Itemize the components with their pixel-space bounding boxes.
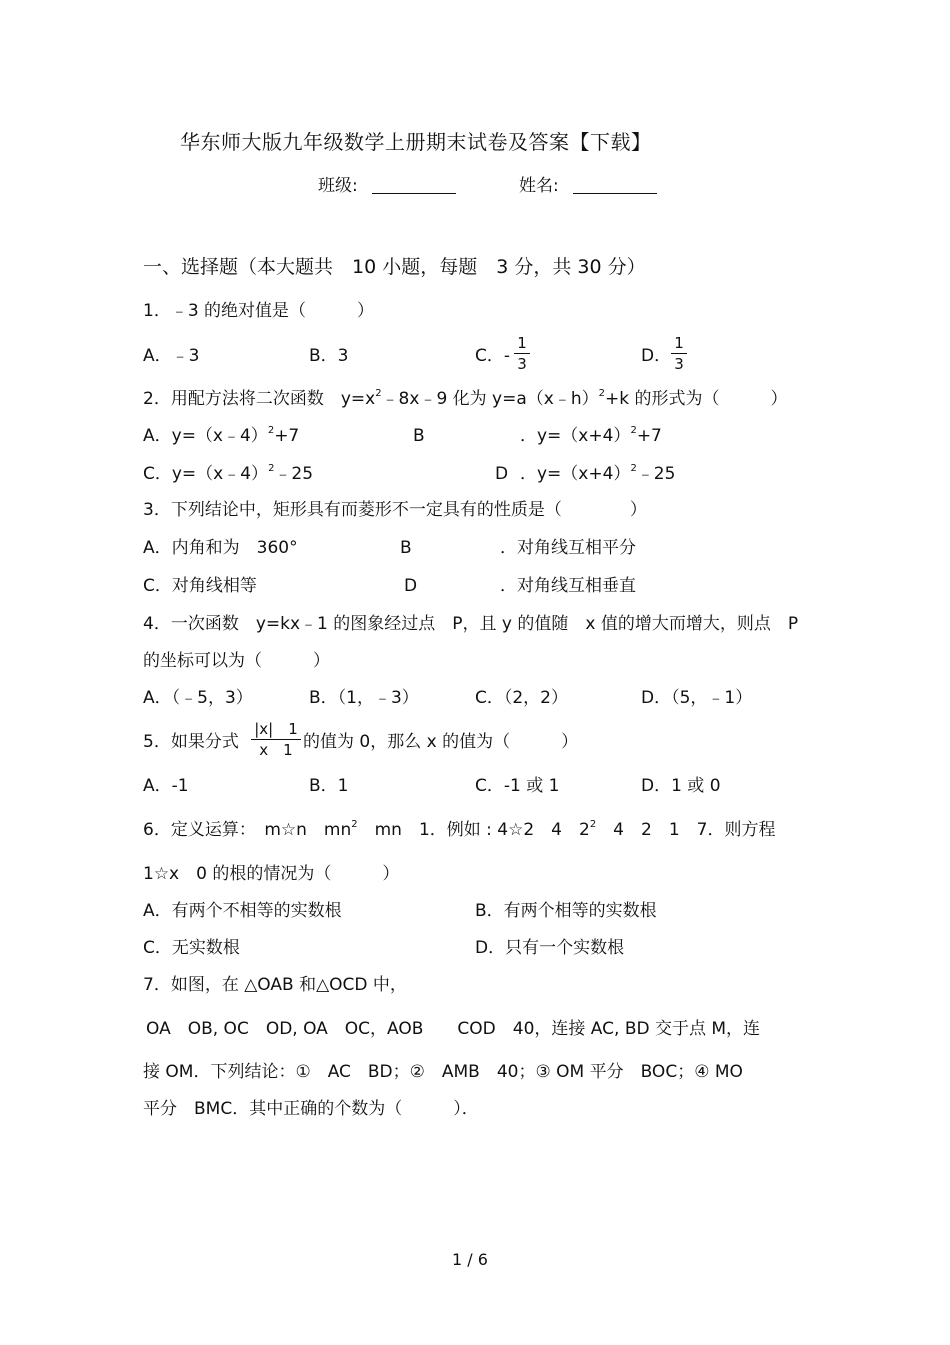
q5-option-b: B．1 bbox=[309, 776, 349, 796]
superscript: 2 bbox=[630, 463, 637, 474]
q4-option-c: C．（2，2） bbox=[475, 688, 569, 708]
q3-option-b-letter: B bbox=[400, 538, 412, 558]
question-4-stem-line1: 4．一次函数 y=kx﹣1 的图象经过点 P，且 y 的值随 x 值的增大而增大，则点 P bbox=[143, 614, 799, 634]
stem-text: 4 2 1 7．则方程 bbox=[596, 820, 776, 840]
question-7-stem-line1: 7．如图，在 △OAB 和△OCD 中， bbox=[143, 975, 407, 995]
question-6-stem-line2: 1☆x 0 的根的情况为（ ） bbox=[143, 864, 400, 884]
class-blank bbox=[372, 177, 456, 194]
q1-option-d-prefix: D． bbox=[641, 346, 672, 366]
page-number: 1 / 6 bbox=[452, 1250, 488, 1269]
fraction-numerator: 1 bbox=[517, 334, 527, 352]
q2-option-a bbox=[143, 426, 299, 446]
q6-option-b: B．有两个相等的实数根 bbox=[475, 901, 657, 921]
question-1-stem: 1．﹣3 的绝对值是（ ） bbox=[143, 301, 375, 321]
name-label: 姓名: bbox=[519, 176, 559, 196]
question-2-stem bbox=[143, 389, 788, 409]
stem-text: ﹣8x﹣9 化为 y=a（x﹣h） bbox=[381, 389, 599, 409]
q2-option-b-letter: B bbox=[413, 426, 425, 446]
option-text: +7 bbox=[636, 426, 662, 446]
class-label: 班级: bbox=[318, 176, 358, 196]
fraction-numerator: |x| 1 bbox=[254, 720, 298, 738]
q2-option-d-letter: D bbox=[495, 464, 509, 484]
q5-fraction bbox=[251, 720, 301, 759]
q4-option-d: D．（5，﹣1） bbox=[641, 688, 753, 708]
question-5-stem-b: 的值为 0，那么 x 的值为（ ） bbox=[303, 732, 579, 752]
q5-option-d: D．1 或 0 bbox=[641, 776, 721, 796]
question-5-stem-a: 5．如果分式 bbox=[143, 732, 239, 752]
name-field bbox=[519, 176, 657, 196]
q1-option-a: A．﹣3 bbox=[143, 346, 200, 366]
stem-text: 6．定义运算： m☆n mn bbox=[143, 820, 352, 840]
q2-option-c bbox=[143, 464, 313, 484]
q3-option-b: ．对角线互相平分 bbox=[500, 538, 636, 558]
q3-option-d-letter: D bbox=[404, 576, 418, 596]
name-blank bbox=[573, 177, 657, 194]
option-text: ．y=（x+4） bbox=[520, 464, 631, 484]
q4-option-a: A．（﹣5，3） bbox=[143, 688, 253, 708]
q2-option-b bbox=[520, 426, 662, 446]
q3-option-c: C．对角线相等 bbox=[143, 576, 257, 596]
fraction-numerator: 1 bbox=[674, 334, 684, 352]
q3-option-d: ．对角线互相垂直 bbox=[500, 576, 636, 596]
class-field bbox=[318, 176, 456, 196]
option-text: ﹣25 bbox=[274, 464, 314, 484]
superscript: 2 bbox=[630, 425, 637, 436]
question-6-stem-line1 bbox=[143, 820, 775, 840]
option-text: ﹣25 bbox=[636, 464, 676, 484]
option-text: A．y=（x﹣4） bbox=[143, 426, 268, 446]
option-text: ．y=（x+4） bbox=[520, 426, 631, 446]
q3-option-a: A．内角和为 360° bbox=[143, 538, 298, 558]
q6-option-d: D．只有一个实数根 bbox=[475, 938, 625, 958]
question-7-stem-line4: 平分 BMC．其中正确的个数为（ ）． bbox=[143, 1099, 479, 1119]
question-3-stem: 3．下列结论中，矩形具有而菱形不一定具有的性质是（ ） bbox=[143, 500, 647, 520]
q1-option-d-fraction bbox=[671, 334, 687, 373]
fraction-denominator: 3 bbox=[674, 355, 684, 373]
option-text: C．y=（x﹣4） bbox=[143, 464, 269, 484]
q4-option-b: B．（1，﹣3） bbox=[309, 688, 419, 708]
superscript: 2 bbox=[598, 388, 605, 399]
superscript: 2 bbox=[589, 819, 597, 830]
superscript: 2 bbox=[351, 819, 358, 830]
q5-option-c: C．-1 或 1 bbox=[475, 776, 560, 796]
q2-option-d bbox=[520, 464, 675, 484]
superscript: 2 bbox=[375, 388, 382, 399]
q1-option-c-prefix: C．- bbox=[475, 346, 511, 366]
fraction-denominator: x 1 bbox=[259, 741, 293, 759]
stem-text: mn 1．例如 : 4☆2 4 2 bbox=[357, 820, 590, 840]
q5-option-a: A．-1 bbox=[143, 776, 189, 796]
stem-text: +k 的形式为（ ） bbox=[605, 389, 788, 409]
fraction-denominator: 3 bbox=[517, 355, 527, 373]
superscript: 2 bbox=[267, 425, 275, 436]
page-title: 华东师大版九年级数学上册期末试卷及答案【下载】 bbox=[180, 130, 652, 154]
option-text: +7 bbox=[274, 426, 300, 446]
question-7-stem-line2: OA OB, OC OD, OA OC，AOB COD 40，连接 AC, BD 交于点 M，连 bbox=[146, 1019, 761, 1039]
q6-option-a: A．有两个不相等的实数根 bbox=[143, 901, 342, 921]
section-heading: 一、选择题（本大题共 10 小题，每题 3 分，共 30 分） bbox=[143, 256, 646, 278]
question-4-stem-line2: 的坐标可以为（ ） bbox=[143, 651, 330, 671]
q1-option-b: B．3 bbox=[309, 346, 349, 366]
q1-option-c-fraction bbox=[514, 334, 530, 373]
question-7-stem-line3: 接 OM．下列结论：① AC BD；② AMB 40；③ OM 平分 BOC；④ MO bbox=[143, 1062, 743, 1082]
superscript: 2 bbox=[268, 463, 275, 474]
q6-option-c: C．无实数根 bbox=[143, 938, 240, 958]
stem-text: 2．用配方法将二次函数 y=x bbox=[143, 389, 376, 409]
